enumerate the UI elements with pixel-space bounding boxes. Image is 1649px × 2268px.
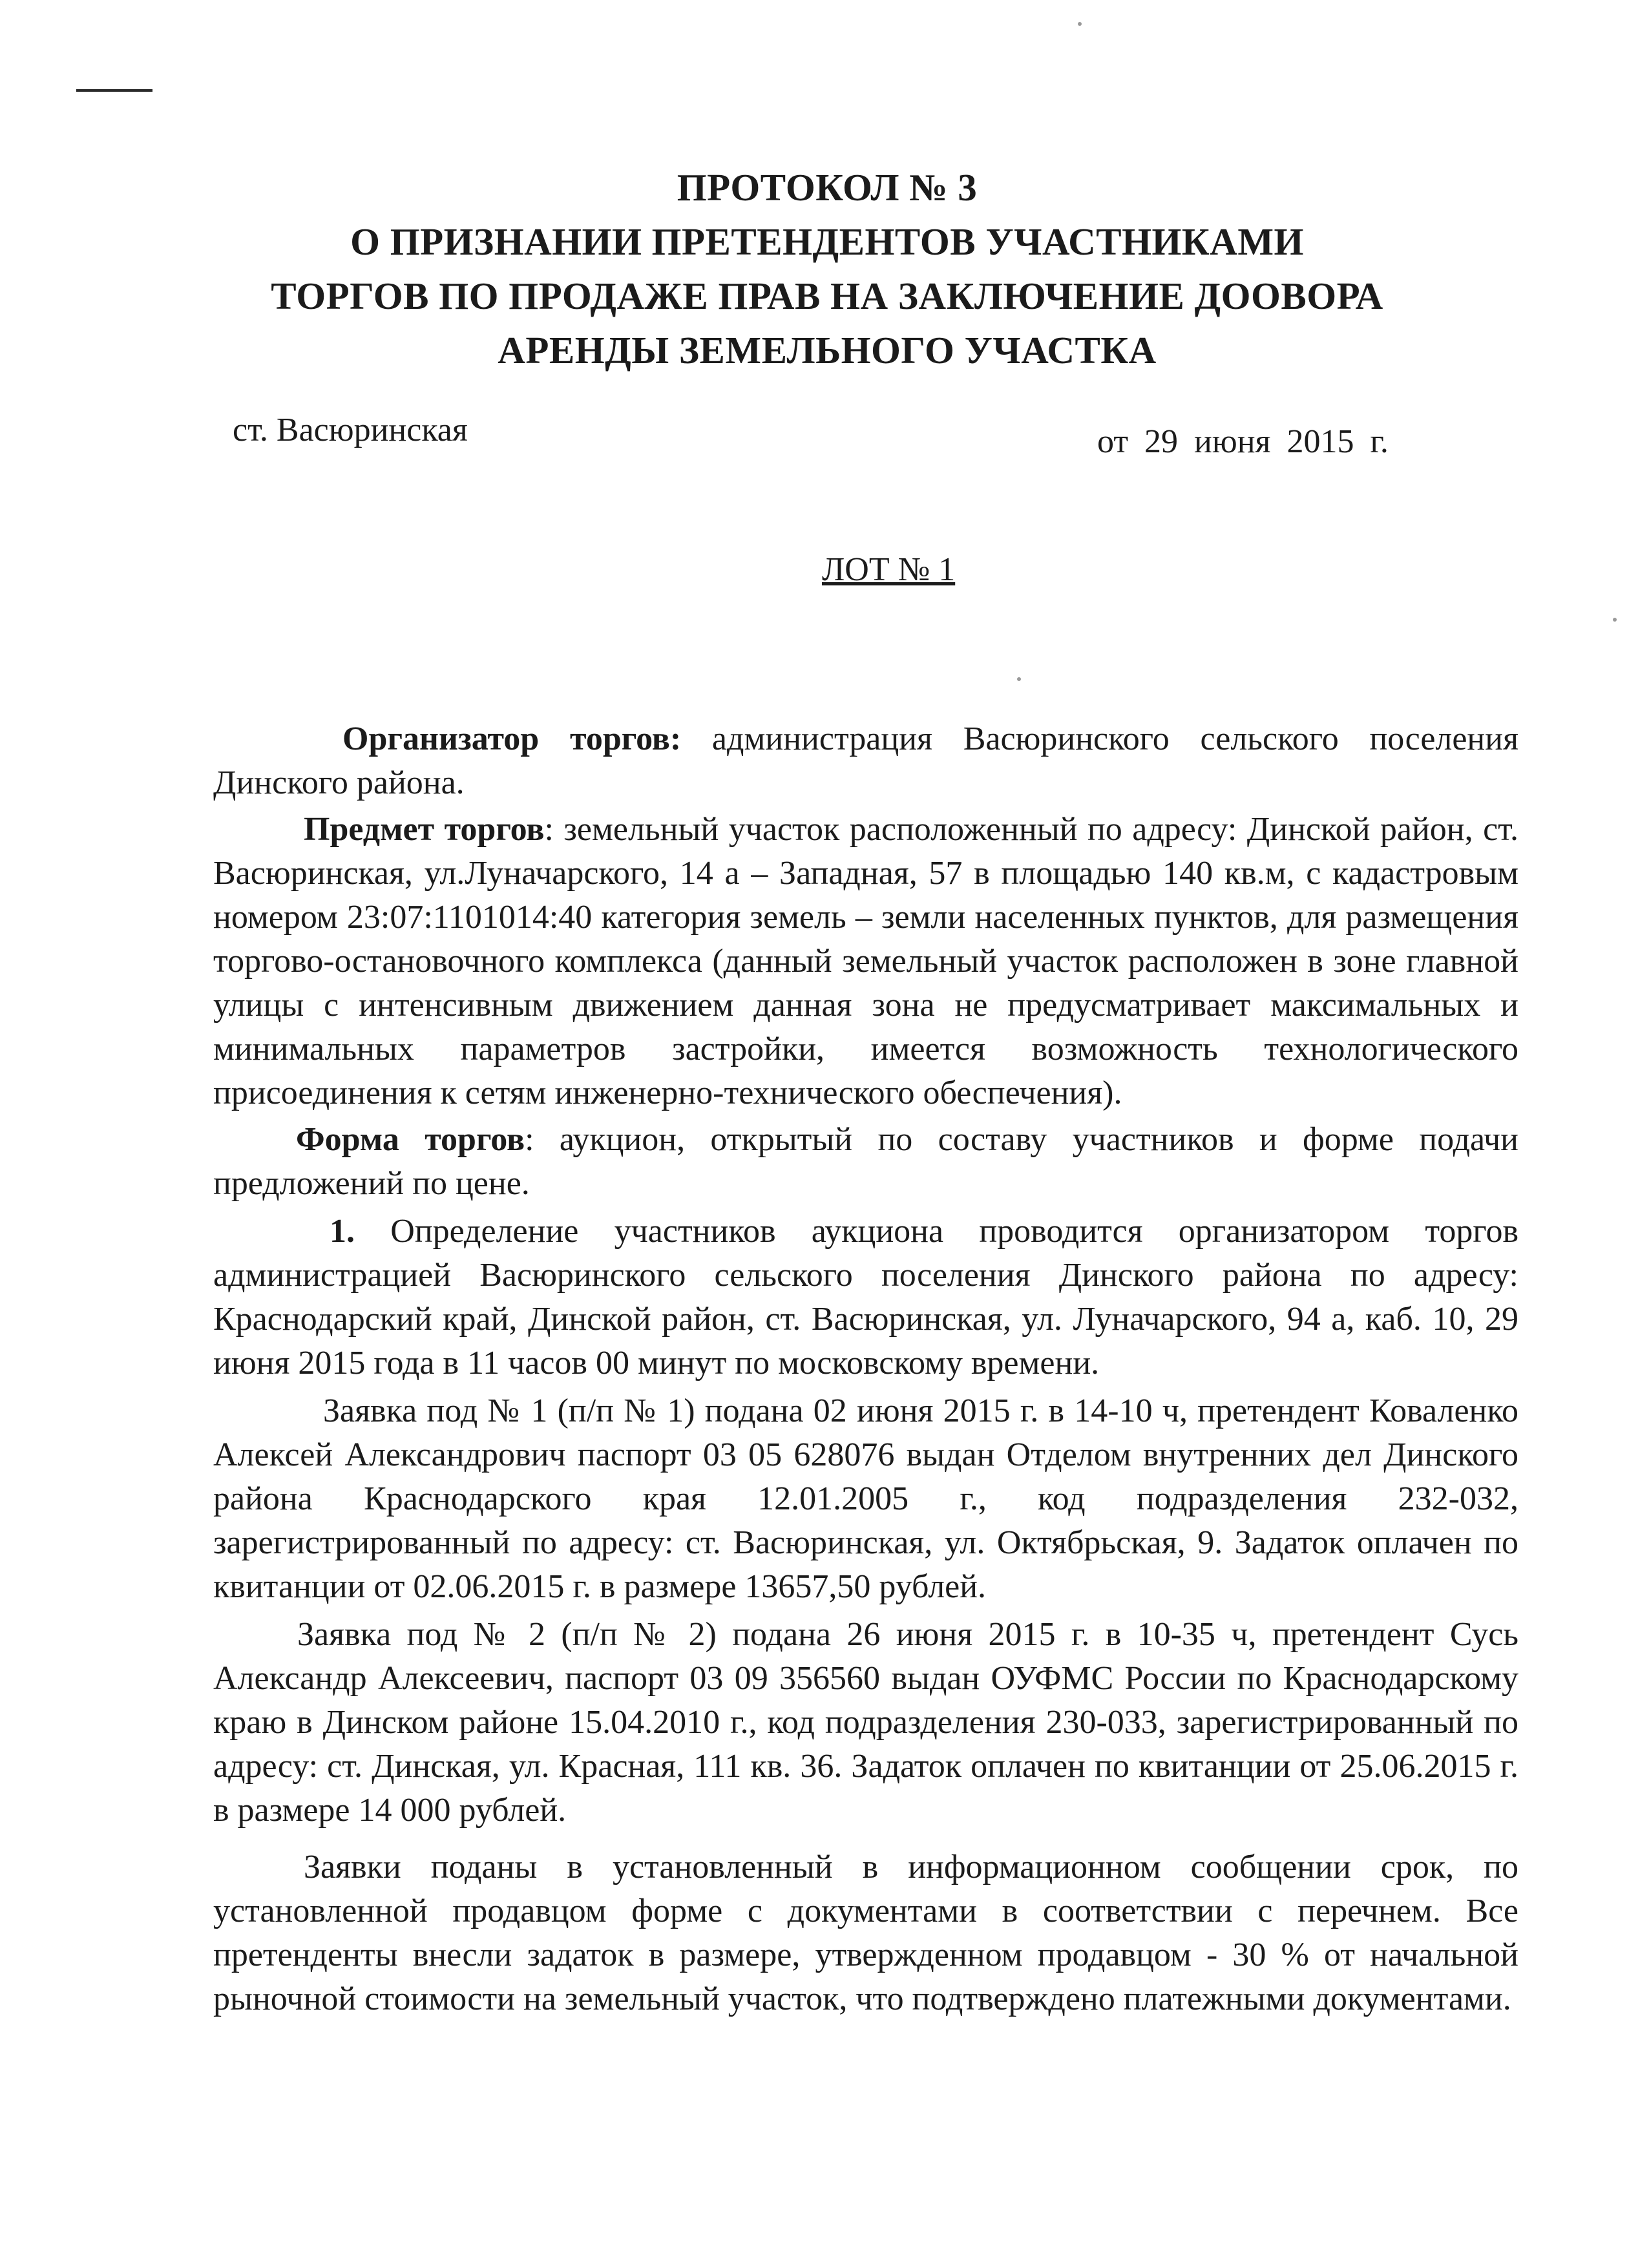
title-line-4: АРЕНДЫ ЗЕМЕЛЬНОГО УЧАСТКА — [498, 329, 1157, 372]
margin-dash-mark — [76, 89, 152, 92]
participants-paragraph — [213, 1210, 1518, 1385]
scan-speck — [1017, 677, 1021, 681]
application-1-paragraph: Заявка под № 1 (п/п № 1) подана 02 июня 2015 г. в 14-10 ч, претендент Коваленко Алексей Александрович паспорт 03 05 628076 выдан Отделом внутренних дел Динского района Краснодарского края 12.01.2005 г., код подразделения 232-032, зарегистрированный по адресу: ст. Васюринская, ул. Октябрьская, 9. Задаток оплачен по квитанции от 02.06.2015 г. в размере 13657,50 рублей. — [213, 1392, 1518, 1605]
form-label: Форма торгов — [296, 1121, 525, 1158]
subject-text: : земельный участок расположенный по адресу: Динской район, ст. Васюринская, ул.Луначарского, 14 а – Западная, 57 в площадью 140 кв.м, с кадастровым номером 23:07:1101014:40 категория земель – земли населенных пунктов, для размещения торгово-остановочного комплекса (данный земельный участок расположен в зоне главной улицы с интенсивным движением данная зона не предусматривает максимальных и минимальных параметров застройки, имеется возможность технологического присоединения к сетям инженерно-технического обеспечения). — [213, 811, 1518, 1111]
document-date: от 29 июня 2015 г. — [1097, 423, 1389, 460]
form-text: : аукцион, открытый по составу участников и форме подачи предложений по цене. — [213, 1121, 1519, 1202]
title-line-3: ТОРГОВ ПО ПРОДАЖЕ ПРАВ НА ЗАКЛЮЧЕНИЕ ДООВОРА — [271, 275, 1383, 317]
lot-number: ЛОТ № 1 — [822, 551, 956, 588]
title-line-2: О ПРИЗНАНИИ ПРЕТЕНДЕНТОВ УЧАСТНИКАМИ — [350, 220, 1304, 263]
title-line-1: ПРОТОКОЛ № 3 — [677, 166, 978, 209]
scan-speck — [1078, 22, 1082, 26]
conclusion-paragraph: Заявки поданы в установленный в информационном сообщении срок, по установленной продавцом форме с документами в соответствии с перечнем. Все претенденты внесли задаток в размере, утвержденном продавцом - 30 % от начальной рыночной стоимости на земельный участок, что подтверждено платежными документами. — [213, 1849, 1518, 2017]
participants-text: Определение участников аукциона проводится организатором торгов администрацией Васюринского сельского поселения Динского района по адресу: Краснодарский край, Динской район, ст. Васюринская, ул. Луначарского, 94 а, каб. 10, 29 июня 2015 года в 11 часов 00 минут по московскому времени. — [213, 1213, 1518, 1381]
organizer-text: администрация Васюринского сельского поселения Динского района. — [213, 720, 1518, 801]
place-of-signing: ст. Васюринская — [233, 412, 468, 448]
document-body — [213, 717, 1518, 2021]
form-paragraph — [213, 1118, 1518, 1206]
subject-label: Предмет торгов — [304, 811, 545, 848]
application-2-paragraph: Заявка под № 2 (п/п № 2) подана 26 июня 2015 г. в 10-35 ч, претендент Сусь Александр Алексеевич, паспорт 03 09 356560 выдан ОУФМС России по Краснодарскому краю в Динском районе 15.04.2010 г., код подразделения 230-033, зарегистрированный по адресу: ст. Динская, ул. Красная, 111 кв. 36. Задаток оплачен по квитанции от 25.06.2015 г. в размере 14 000 рублей. — [213, 1616, 1518, 1829]
scan-speck — [1613, 618, 1617, 622]
organizer-label: Организатор торгов: — [342, 720, 682, 757]
step-number: 1. — [330, 1213, 355, 1250]
document-title — [194, 160, 1460, 377]
organizer-paragraph — [213, 717, 1518, 805]
subject-paragraph — [213, 808, 1518, 1115]
